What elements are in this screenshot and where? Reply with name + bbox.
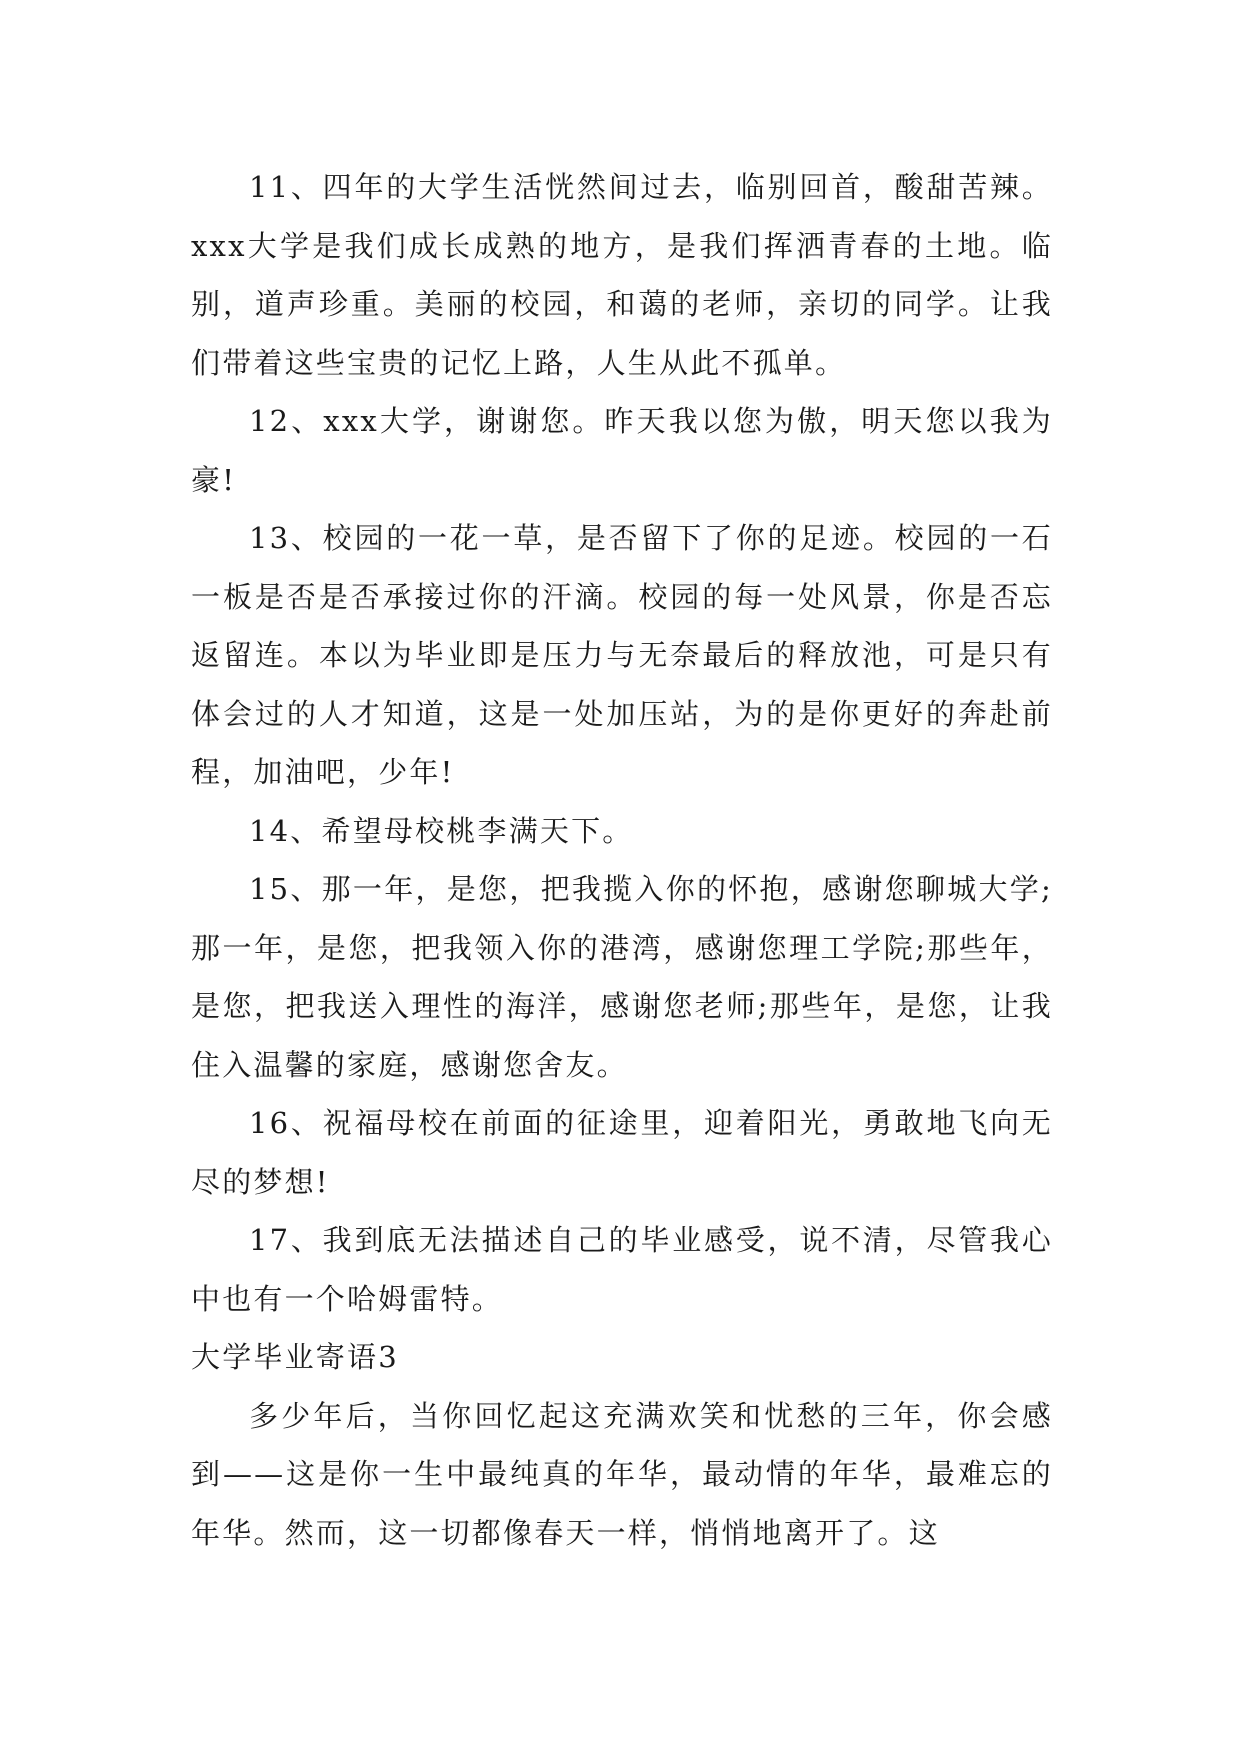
paragraph-14: 14、希望母校桃李满天下。 bbox=[249, 813, 634, 848]
paragraph-16: 16、祝福母校在前面的征途里，迎着阳光，勇敢地飞向无尽的梦想! bbox=[191, 1106, 1053, 1199]
section-paragraph: 多少年后，当你回忆起这充满欢笑和忧愁的三年，你会感到——这是你一生中最纯真的年华，最动情的年华，最难忘的年华。然而，这一切都像春天一样，悄悄地离开了。这 bbox=[191, 1398, 1053, 1550]
paragraph-11: 11、四年的大学生活恍然间过去，临别回首，酸甜苦辣。xxx大学是我们成长成熟的地方，是我们挥洒青春的土地。临别，道声珍重。美丽的校园，和蔼的老师，亲切的同学。让我们带着这些宝贵的记忆上路，人生从此不孤单。 bbox=[191, 170, 1053, 380]
paragraph-13: 13、校园的一花一草，是否留下了你的足迹。校园的一石一板是否是否承接过你的汗滴。校园的每一处风景，你是否忘返留连。本以为毕业即是压力与无奈最后的释放池，可是只有体会过的人才知道，这是一处加压站，为的是你更好的奔赴前程，加油吧，少年! bbox=[191, 521, 1053, 789]
paragraph-15: 15、那一年，是您，把我揽入你的怀抱，感谢您聊城大学;那一年，是您，把我领入你的港湾，感谢您理工学院;那些年，是您，把我送入理性的海洋，感谢您老师;那些年，是您，让我住入温馨的家庭，感谢您舍友。 bbox=[191, 872, 1053, 1082]
paragraph-17: 17、我到底无法描述自己的毕业感受，说不清，尽管我心中也有一个哈姆雷特。 bbox=[191, 1223, 1053, 1316]
paragraph-12: 12、xxx大学，谢谢您。昨天我以您为傲，明天您以我为豪! bbox=[191, 404, 1053, 497]
section-title: 大学毕业寄语3 bbox=[191, 1340, 399, 1374]
document-body bbox=[191, 158, 1053, 1562]
